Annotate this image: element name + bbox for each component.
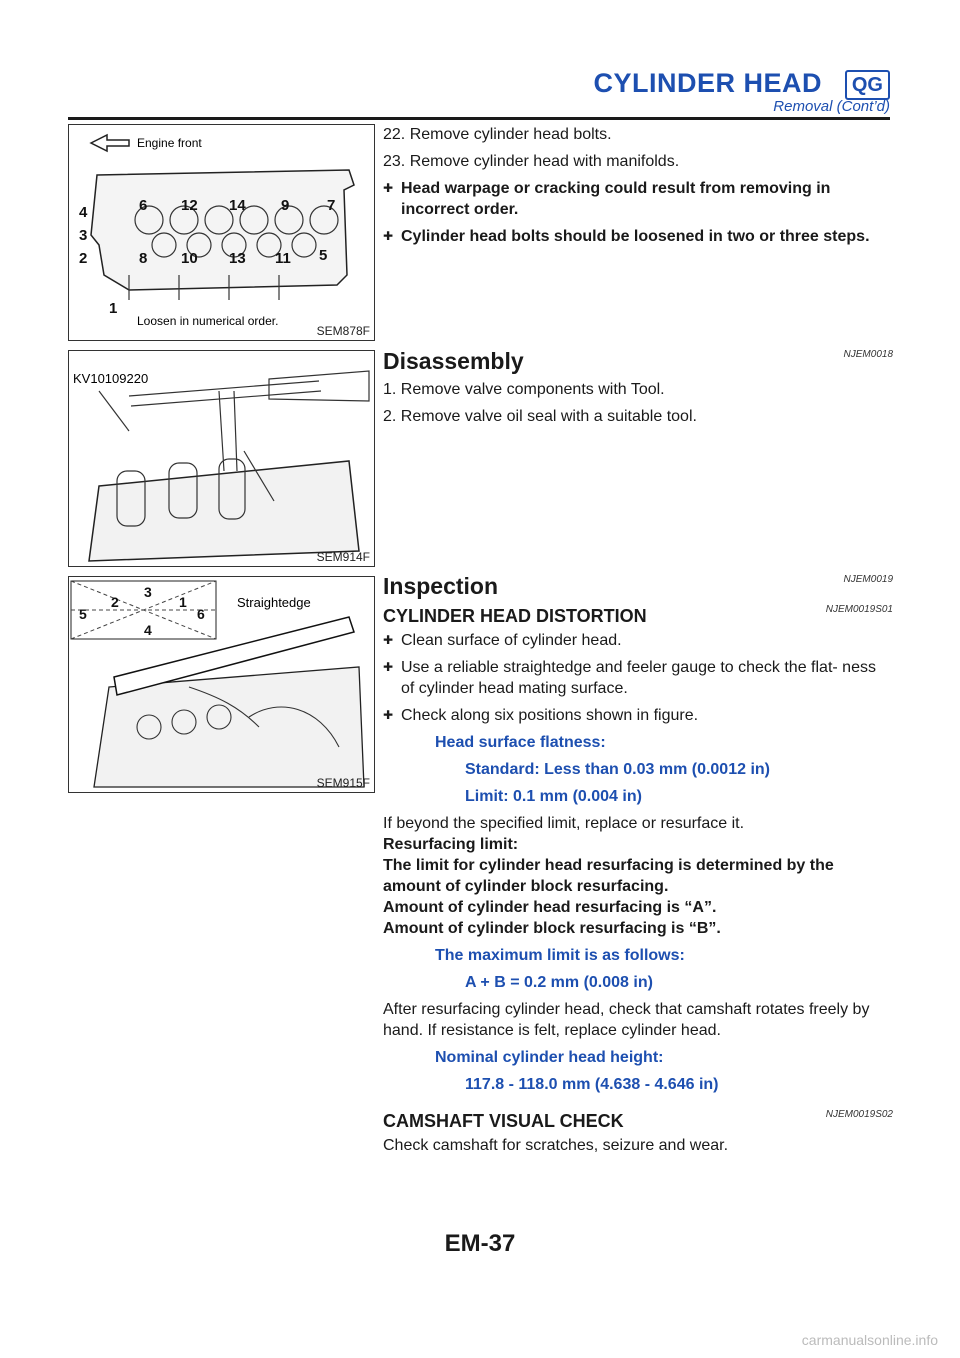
bolt-number-4: 4 [79, 204, 88, 221]
warning-bullet-warpage: ✚ Head warpage or cracking could result from removing in incorrect order. [383, 178, 893, 220]
camshaft-heading [383, 1109, 893, 1133]
spec-height-value: 117.8 - 118.0 mm (4.638 - 4.646 in) [465, 1076, 719, 1093]
page-title: CYLINDER HEAD [593, 68, 822, 98]
bolt-number-3: 3 [79, 227, 88, 244]
position-5: 5 [79, 606, 87, 622]
spec-standard: Standard: Less than 0.03 mm (0.0012 in) [465, 761, 770, 778]
bolt-number-2: 2 [79, 250, 88, 267]
beyond-text: If beyond the specified limit, replace or resurface it. [383, 815, 745, 832]
step-22: 22. Remove cylinder head bolts. [383, 126, 612, 143]
tool-kv10109220: KV10109220 [73, 371, 149, 386]
figure-sem878f [68, 124, 375, 341]
disassembly-section [383, 347, 893, 433]
camshaft-title: CAMSHAFT VISUAL CHECK [383, 1111, 624, 1131]
bolt-number-5: 5 [319, 247, 328, 264]
disassembly-title: Disassembly [383, 348, 524, 374]
inspection-heading [383, 572, 893, 600]
bullet-clean: ✚ Clean surface of cylinder head. [383, 630, 893, 651]
spec-height-label: Nominal cylinder head height: [435, 1049, 664, 1066]
resurfacing-text: The limit for cylinder head resurfacing is determined by the amount of cylinder block resurfacing. [383, 857, 834, 895]
inspection-section [383, 572, 893, 1162]
bolt-number-9: 9 [281, 197, 290, 214]
position-2: 2 [111, 594, 119, 610]
bolt-number-7: 7 [327, 197, 336, 214]
removal-steps [383, 124, 893, 253]
bolt-number-6: 6 [139, 197, 148, 214]
inspection-title: Inspection [383, 573, 499, 599]
distortion-heading [383, 604, 893, 628]
straightedge-diagram [69, 577, 374, 792]
page-subtitle: Removal (Cont’d) [773, 98, 890, 115]
amount-a: Amount of cylinder head resurfacing is “A”. [383, 899, 717, 916]
bolt-number-13: 13 [229, 250, 246, 267]
position-4: 4 [144, 622, 152, 638]
distortion-title: CYLINDER HEAD DISTORTION [383, 606, 647, 626]
spec-max-label: The maximum limit is as follows: [435, 947, 685, 964]
loosen-caption: Loosen in numerical order. [137, 314, 279, 328]
figure-sem915f [68, 576, 375, 793]
bolt-number-12: 12 [181, 197, 198, 214]
position-1: 1 [179, 594, 187, 610]
disassembly-step-1: 1. Remove valve components with Tool. [383, 381, 665, 398]
step-23: 23. Remove cylinder head with manifolds. [383, 153, 680, 170]
bullet-straightedge: ✚ Use a reliable straightedge and feeler gauge to check the flat- ness of cylinder head mating surface. [383, 657, 893, 699]
page-number: EM-37 [444, 1230, 516, 1257]
bolt-number-1: 1 [109, 300, 118, 317]
watermark: carmanualsonline.info [801, 1332, 938, 1348]
bullet-six-positions: ✚ Check along six positions shown in figure. [383, 705, 893, 726]
figure-label: SEM914F [316, 550, 370, 564]
spec-limit: Limit: 0.1 mm (0.004 in) [465, 788, 642, 805]
bolt-number-10: 10 [181, 250, 198, 267]
inspection-code: NJEM0019 [843, 574, 893, 585]
warning-bullet-bolts: ✚ Cylinder head bolts should be loosened in two or three steps. [383, 226, 893, 247]
cylinder-head-bolt-diagram [69, 125, 374, 340]
camshaft-code: NJEM0019S02 [825, 1109, 893, 1120]
position-6: 6 [197, 606, 205, 622]
spec-ab: A + B = 0.2 mm (0.008 in) [465, 974, 653, 991]
page-header [68, 62, 890, 118]
spec-flatness-label: Head surface flatness: [435, 734, 606, 751]
bolt-number-11: 11 [275, 250, 291, 267]
bolt-number-8: 8 [139, 250, 148, 267]
disassembly-heading [383, 347, 893, 375]
engine-front-caption: Engine front [137, 136, 202, 150]
amount-b: Amount of cylinder block resurfacing is “B”. [383, 920, 721, 937]
position-3: 3 [144, 584, 152, 600]
figure-sem914f [68, 350, 375, 567]
figure-label: SEM915F [316, 776, 370, 790]
distortion-code: NJEM0019S01 [825, 604, 893, 615]
disassembly-code: NJEM0018 [843, 349, 893, 360]
disassembly-step-2: 2. Remove valve oil seal with a suitable tool. [383, 408, 697, 425]
after-resurfacing-text: After resurfacing cylinder head, check that camshaft rotates freely by hand. If resistance is felt, replace cylinder head. [383, 1001, 870, 1039]
camshaft-text: Check camshaft for scratches, seizure and wear. [383, 1137, 729, 1154]
valve-tool-diagram [69, 351, 374, 566]
engine-badge: QG [845, 70, 890, 100]
figure-label: SEM878F [316, 324, 370, 338]
straightedge-caption: Straightedge [237, 595, 311, 610]
bolt-number-14: 14 [229, 197, 246, 214]
header-rule [68, 117, 890, 120]
resurfacing-label: Resurfacing limit: [383, 836, 519, 853]
